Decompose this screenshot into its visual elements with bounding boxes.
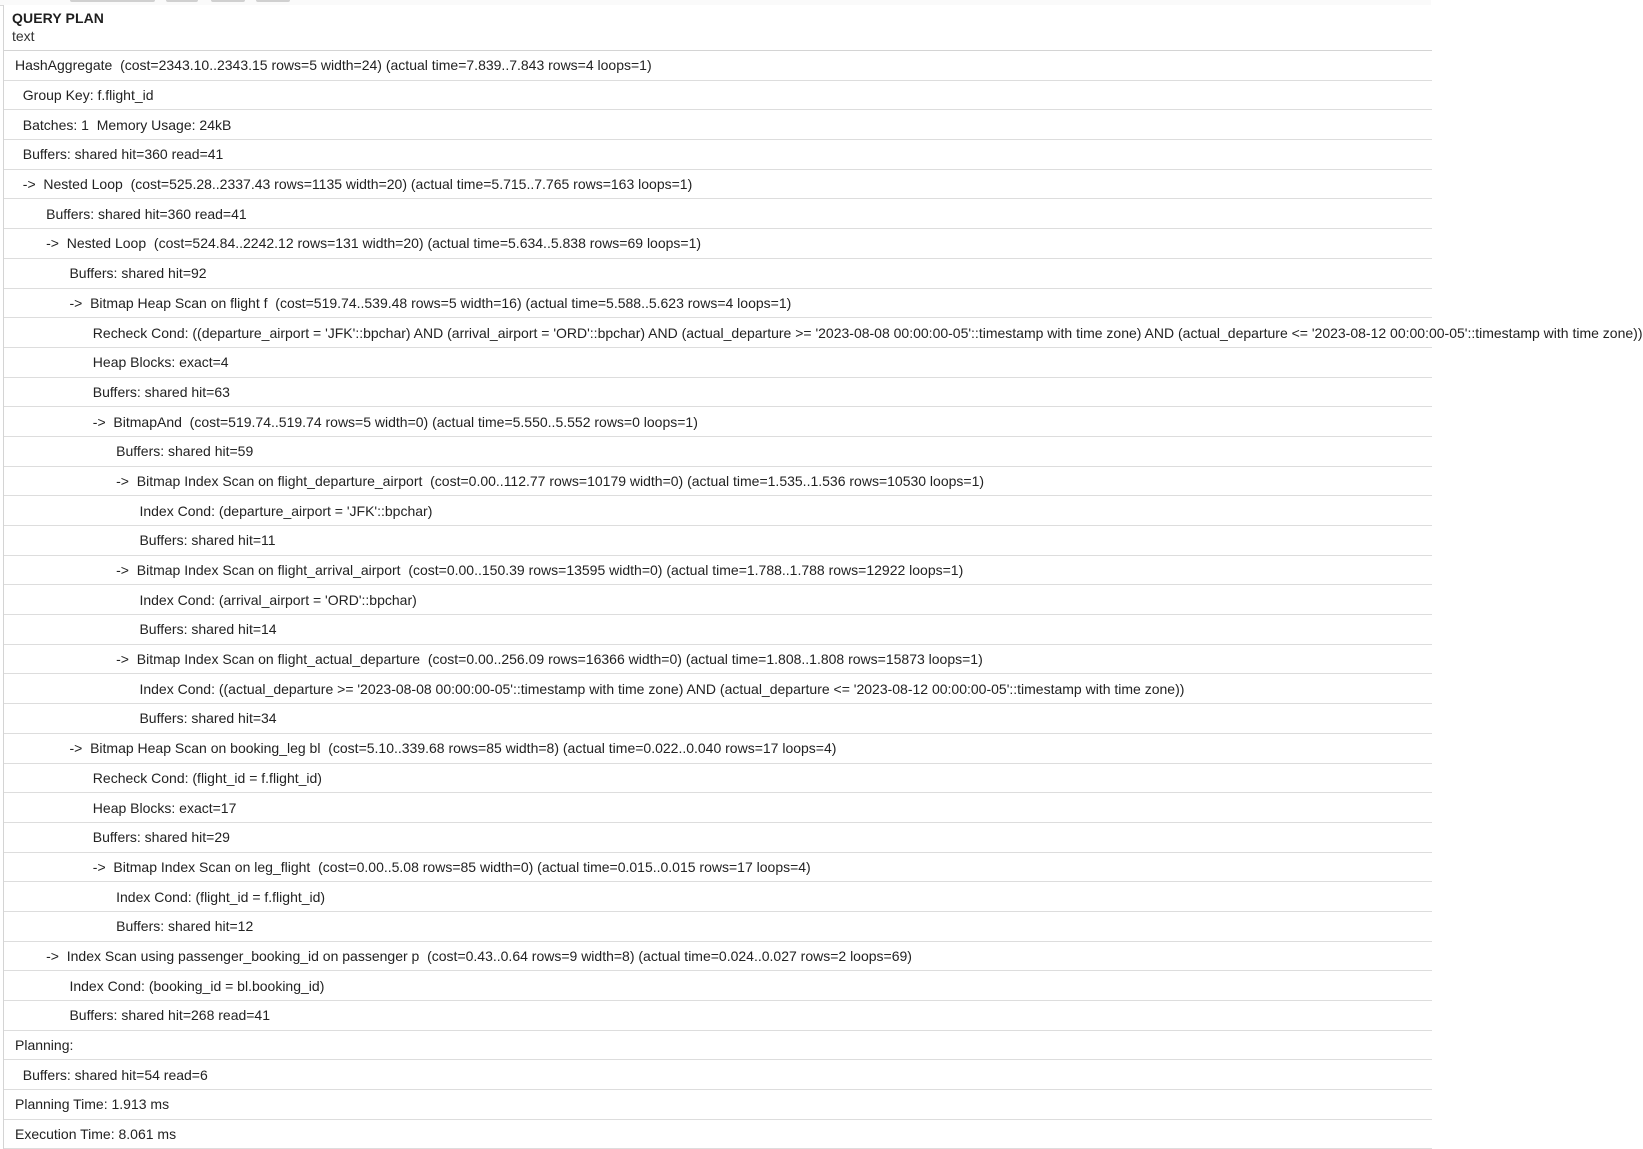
table-row[interactable] (4, 823, 1432, 853)
table-row[interactable] (4, 1060, 1432, 1090)
toolbar-tab-stub (211, 0, 245, 2)
plan-cell: Index Cond: (arrival_airport = 'ORD'::bpchar) (15, 591, 417, 608)
toolbar-tab-stub (70, 0, 155, 2)
plan-cell: Buffers: shared hit=11 (15, 532, 276, 549)
table-row[interactable] (4, 407, 1432, 437)
plan-cell: Index Cond: ((actual_departure >= '2023-08-08 00:00:00-05'::timestamp with time zone) AND (actual_departure <= '2023-08-12 00:00:00-05'::timestamp with time zone)) (15, 680, 1185, 697)
table-row[interactable] (4, 259, 1432, 289)
table-row[interactable] (4, 170, 1432, 200)
plan-cell: Batches: 1 Memory Usage: 24kB (15, 116, 232, 133)
plan-cell: Planning: (15, 1037, 74, 1054)
table-row[interactable] (4, 526, 1432, 556)
plan-cell: Buffers: shared hit=34 (15, 710, 277, 727)
table-row[interactable] (4, 140, 1432, 170)
table-row[interactable] (4, 971, 1432, 1001)
table-row[interactable] (4, 110, 1432, 140)
table-row[interactable] (4, 1090, 1432, 1120)
plan-cell: Recheck Cond: (flight_id = f.flight_id) (15, 769, 322, 786)
table-row[interactable] (4, 674, 1432, 704)
table-row[interactable] (4, 289, 1432, 319)
plan-cell: Buffers: shared hit=92 (15, 265, 207, 282)
plan-cell: Heap Blocks: exact=4 (15, 354, 229, 371)
plan-cell: HashAggregate (cost=2343.10..2343.15 rows=5 width=24) (actual time=7.839..7.843 rows=4 loops=1) (15, 57, 652, 74)
toolbar-tab-stub (256, 0, 290, 2)
toolbar-tab-stub (166, 0, 198, 2)
plan-cell: -> Index Scan using passenger_booking_id on passenger p (cost=0.43..0.64 rows=9 width=8) (actual time=0.024..0.027 rows=2 loops=69) (15, 947, 912, 964)
plan-cell: -> Nested Loop (cost=525.28..2337.43 rows=1135 width=20) (actual time=5.715..7.765 rows=163 loops=1) (15, 176, 693, 193)
plan-cell: Buffers: shared hit=63 (15, 383, 230, 400)
table-row[interactable] (4, 81, 1432, 111)
column-header-name: QUERY PLAN (12, 10, 105, 26)
table-row[interactable] (4, 437, 1432, 467)
plan-cell: -> Bitmap Index Scan on flight_arrival_airport (cost=0.00..150.39 rows=13595 width=0) (actual time=1.788..1.788 rows=12922 loops=1) (15, 562, 964, 579)
plan-cell: -> BitmapAnd (cost=519.74..519.74 rows=5 width=0) (actual time=5.550..5.552 rows=0 loops=1) (15, 413, 698, 430)
table-row[interactable] (4, 793, 1432, 823)
table-row[interactable] (4, 467, 1432, 497)
plan-cell: Buffers: shared hit=59 (15, 443, 254, 460)
table-row[interactable] (4, 645, 1432, 675)
table-row[interactable] (4, 1120, 1432, 1149)
plan-cell: -> Bitmap Index Scan on flight_actual_departure (cost=0.00..256.09 rows=16366 width=0) (actual time=1.808..1.808 rows=15873 loops=1) (15, 651, 983, 668)
table-row[interactable] (4, 199, 1432, 229)
column-header-query-plan[interactable] (4, 5, 1432, 51)
table-row[interactable] (4, 496, 1432, 526)
plan-cell: Group Key: f.flight_id (15, 87, 154, 104)
table-row[interactable] (4, 942, 1432, 972)
plan-cell: Index Cond: (flight_id = f.flight_id) (15, 888, 326, 905)
table-row[interactable] (4, 615, 1432, 645)
plan-cell: Buffers: shared hit=12 (15, 918, 254, 935)
plan-cell: Buffers: shared hit=54 read=6 (15, 1066, 208, 1083)
plan-cell: Planning Time: 1.913 ms (15, 1096, 170, 1113)
plan-cell: Buffers: shared hit=29 (15, 829, 230, 846)
plan-cell: -> Bitmap Heap Scan on flight f (cost=519.74..539.48 rows=5 width=16) (actual time=5.588..5.623 rows=4 loops=1) (15, 294, 792, 311)
table-row[interactable] (4, 882, 1432, 912)
plan-cell: Buffers: shared hit=360 read=41 (15, 205, 247, 222)
plan-cell: -> Bitmap Heap Scan on booking_leg bl (cost=5.10..339.68 rows=85 width=8) (actual time=0.022..0.040 rows=17 loops=4) (15, 740, 837, 757)
plan-cell: Buffers: shared hit=268 read=41 (15, 1007, 271, 1024)
plan-cell: Heap Blocks: exact=17 (15, 799, 237, 816)
plan-cell: -> Bitmap Index Scan on leg_flight (cost=0.00..5.08 rows=85 width=0) (actual time=0.015..0.015 rows=17 loops=4) (15, 858, 811, 875)
plan-cell: Buffers: shared hit=360 read=41 (15, 146, 224, 163)
plan-cell: -> Bitmap Index Scan on flight_departure_airport (cost=0.00..112.77 rows=10179 width=0) (actual time=1.535..1.536 rows=10530 loops=1) (15, 472, 985, 489)
plan-cell: Index Cond: (departure_airport = 'JFK'::bpchar) (15, 502, 433, 519)
table-row[interactable] (4, 1001, 1432, 1031)
table-row[interactable] (4, 1031, 1432, 1061)
plan-cell: Index Cond: (booking_id = bl.booking_id) (15, 977, 325, 994)
column-header-type: text (12, 28, 35, 44)
query-result-grid (3, 5, 1643, 1149)
table-row[interactable] (4, 51, 1432, 81)
plan-cell: Recheck Cond: ((departure_airport = 'JFK'::bpchar) AND (arrival_airport = 'ORD'::bpchar) AND (actual_departure >= '2023-08-08 00:00:00-05'::timestamp with time zone) AND (actual_departure <= '2023-08-12 00:00:00-05'::timestamp with time zone)) (15, 324, 1643, 341)
table-row[interactable] (4, 704, 1432, 734)
plan-rows (4, 51, 1643, 1149)
plan-cell: -> Nested Loop (cost=524.84..2242.12 rows=131 width=20) (actual time=5.634..5.838 rows=69 loops=1) (15, 235, 702, 252)
table-row[interactable] (4, 912, 1432, 942)
table-row[interactable] (4, 378, 1432, 408)
plan-cell: Execution Time: 8.061 ms (15, 1126, 177, 1143)
table-row[interactable] (4, 585, 1432, 615)
plan-cell: Buffers: shared hit=14 (15, 621, 277, 638)
table-row[interactable] (4, 229, 1432, 259)
table-row[interactable] (4, 556, 1432, 586)
table-row[interactable] (4, 348, 1432, 378)
table-row[interactable] (4, 318, 1643, 348)
table-row[interactable] (4, 734, 1432, 764)
table-row[interactable] (4, 764, 1432, 794)
table-row[interactable] (4, 853, 1432, 883)
